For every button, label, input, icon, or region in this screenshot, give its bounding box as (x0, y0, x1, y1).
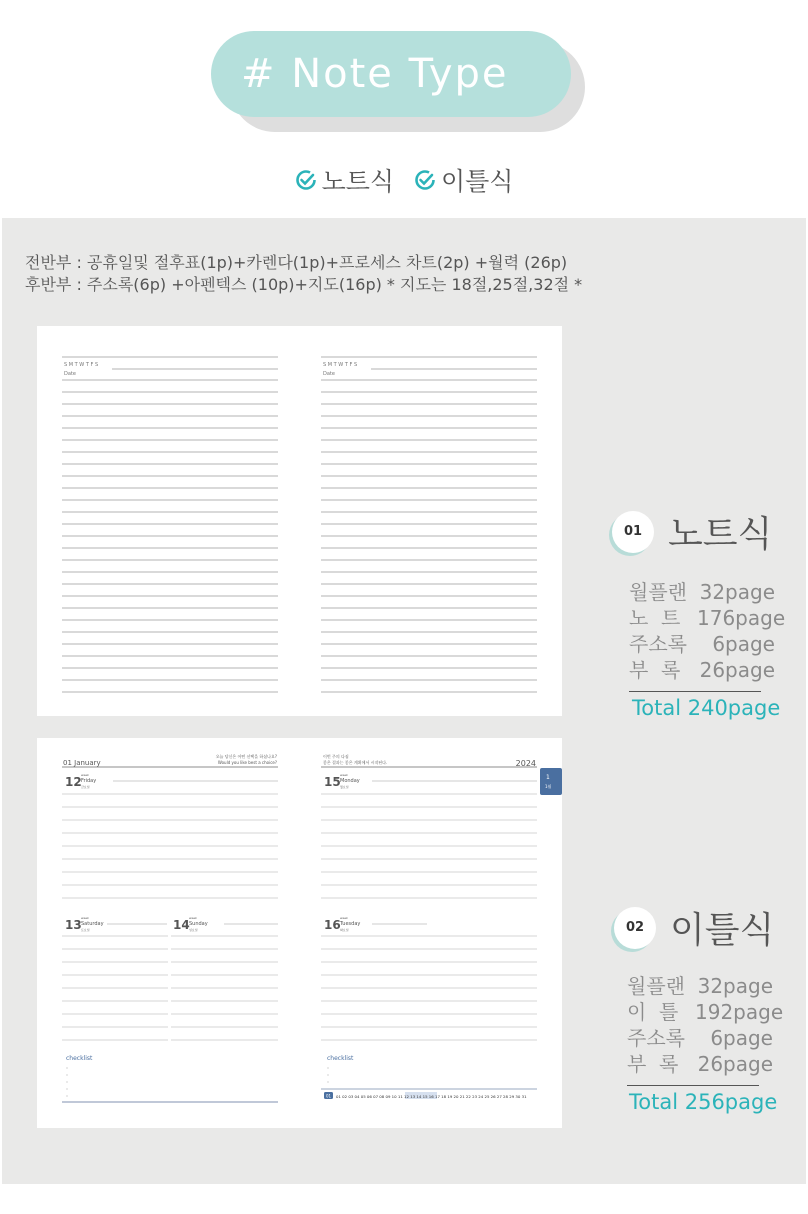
description-line-2: 후반부 : 주소록(6p) +아펜텍스 (10p)+지도(16p) * 지도는 18절,25절,32절 * (25, 275, 583, 294)
note-spread-pages (37, 326, 562, 716)
ruled-lines (62, 357, 537, 692)
note-spread-image (37, 326, 562, 716)
daily-ruled-lines (62, 794, 537, 1096)
svg-text:16: 16 (324, 918, 341, 932)
type-02-info (614, 902, 794, 1114)
day-12-header (65, 773, 278, 789)
svg-text:일요일: 일요일 (189, 928, 198, 932)
type-02-badge: 02 (614, 907, 656, 949)
svg-text:월요일: 월요일 (340, 785, 349, 789)
option-note (295, 162, 394, 198)
svg-text:Tuesday: Tuesday (340, 921, 361, 927)
option-note-label: 노트식 (321, 167, 395, 196)
page-title: # Note Type (241, 51, 509, 97)
svg-text:Monday: Monday (340, 778, 360, 784)
quote-line-1: 오늘 당신은 어떤 선택을 하셨나요? (215, 754, 277, 759)
spec-row: 노 트 176page (629, 606, 786, 630)
weekday-header-left: S M T W T F S (64, 362, 99, 368)
month-tab-label: 1 (546, 774, 550, 781)
month-tab-small: 1월 (545, 784, 552, 789)
spec-row: 이 틀 192page (627, 1000, 784, 1024)
svg-text:화요일: 화요일 (340, 928, 349, 932)
day-13-header (65, 916, 167, 932)
month-label: 01 January (63, 759, 101, 767)
spec-row: 월플랜 32page (629, 580, 775, 604)
checklist-label-right: checklist (327, 1055, 354, 1062)
daily-spread-image (37, 738, 562, 1128)
option-two-day (414, 162, 513, 198)
note-type-options (0, 162, 808, 198)
svg-text:15: 15 (324, 775, 341, 789)
spec-row: 월플랜 32page (627, 974, 773, 998)
right-top-line-2: 좋은 결과는 좋은 계획에서 시작된다. (323, 760, 388, 765)
option-two-day-label: 이틀식 (440, 167, 514, 196)
type-01-total: Total 240page (632, 696, 781, 720)
right-top-line-1: 이번 주의 다짐 (323, 754, 349, 759)
type-02-title: 이틀식 (670, 910, 775, 951)
day-14-header (173, 916, 278, 932)
svg-text:week: week (340, 916, 348, 920)
svg-text:week: week (340, 773, 348, 777)
svg-text:13: 13 (65, 918, 82, 932)
svg-text:week: week (81, 916, 89, 920)
check-circle-icon (414, 169, 436, 191)
month-tab (540, 768, 562, 795)
date-label-left: Date (64, 371, 76, 377)
svg-text:토요일: 토요일 (81, 928, 90, 932)
type-01-badge: 01 (612, 511, 654, 553)
weekday-header-right: S M T W T F S (323, 362, 358, 368)
quote-line-2: Would you like best a choice? (217, 760, 277, 765)
svg-text:12: 12 (65, 775, 82, 789)
type-01-specs (629, 579, 792, 683)
calendar-days: 01 02 03 04 05 06 07 08 09 10 11 12 13 14 15 16 17 18 19 20 21 22 23 24 25 26 27 28 29 30 31 (336, 1094, 527, 1099)
type-01-divider (629, 691, 761, 692)
type-01-info (612, 506, 792, 720)
checklist-label-left: checklist (66, 1055, 93, 1062)
svg-text:week: week (189, 916, 197, 920)
spec-row: 주소록 6page (629, 632, 775, 656)
svg-text:Saturday: Saturday (81, 921, 104, 927)
svg-text:week: week (81, 773, 89, 777)
spec-row: 부 록 26page (627, 1052, 773, 1076)
daily-spread-pages (37, 738, 562, 1128)
svg-text:Sunday: Sunday (189, 921, 208, 927)
type-01-title: 노트식 (668, 514, 773, 555)
day-16-header (324, 916, 427, 932)
date-label-right: Date (323, 371, 335, 377)
composition-description (25, 252, 582, 296)
svg-text:금요일: 금요일 (81, 785, 90, 789)
day-15-header (324, 773, 537, 789)
description-line-1: 전반부 : 공휴일및 절후표(1p)+카렌다(1p)+프로세스 차트(2p) +월력 (26p) (25, 253, 568, 272)
type-02-total: Total 256page (629, 1090, 778, 1114)
type-02-specs (627, 973, 794, 1077)
spec-row: 부 록 26page (629, 658, 775, 682)
svg-text:01: 01 (326, 1093, 332, 1099)
type-02-divider (627, 1085, 759, 1086)
spec-row: 주소록 6page (627, 1026, 773, 1050)
svg-text:Friday: Friday (81, 778, 97, 784)
year-label: 2024 (515, 759, 536, 768)
svg-text:14: 14 (173, 918, 190, 932)
check-circle-icon (295, 169, 317, 191)
